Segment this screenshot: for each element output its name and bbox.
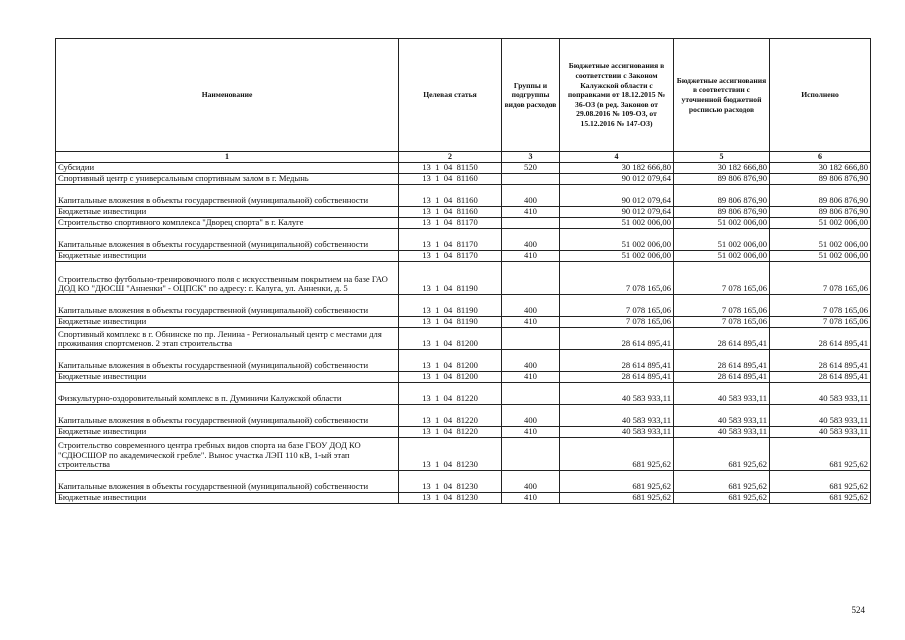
row-law-amount: 90 012 079,64 <box>560 207 674 218</box>
row-adjusted-amount: 681 925,62 <box>674 438 770 471</box>
row-target-article: 13 1 04 81160 <box>399 207 502 218</box>
header-expense-groups: Группы и подгруппы видов расходов <box>502 39 560 152</box>
row-executed-amount: 7 078 165,06 <box>770 317 871 328</box>
row-expense-group <box>502 174 560 185</box>
row-expense-group <box>502 218 560 229</box>
row-executed-amount: 681 925,62 <box>770 471 871 493</box>
row-target-article: 13 1 04 81160 <box>399 174 502 185</box>
header-target-article: Целевая статья <box>399 39 502 152</box>
row-expense-group: 410 <box>502 207 560 218</box>
column-number: 2 <box>399 152 502 163</box>
table-row <box>56 207 871 218</box>
budget-table <box>55 38 871 504</box>
row-target-article: 13 1 04 81220 <box>399 427 502 438</box>
row-target-article: 13 1 04 81160 <box>399 185 502 207</box>
row-expense-group: 400 <box>502 185 560 207</box>
row-executed-amount: 89 806 876,90 <box>770 174 871 185</box>
row-name: Бюджетные инвестиции <box>56 372 399 383</box>
row-law-amount: 90 012 079,64 <box>560 174 674 185</box>
row-expense-group: 400 <box>502 405 560 427</box>
row-adjusted-amount: 51 002 006,00 <box>674 251 770 262</box>
row-name: Капитальные вложения в объекты государственной (муниципальной) собственности <box>56 295 399 317</box>
row-law-amount: 7 078 165,06 <box>560 262 674 295</box>
row-target-article: 13 1 04 81230 <box>399 471 502 493</box>
row-executed-amount: 51 002 006,00 <box>770 251 871 262</box>
row-name: Спортивный центр с универсальным спортивным залом в г. Медынь <box>56 174 399 185</box>
row-target-article: 13 1 04 81200 <box>399 328 502 350</box>
row-executed-amount: 89 806 876,90 <box>770 185 871 207</box>
header-executed: Исполнено <box>770 39 871 152</box>
table-row <box>56 427 871 438</box>
row-expense-group <box>502 328 560 350</box>
header-law-allocations: Бюджетные ассигнования в соответствии с Законом Калужской области с поправками от 18.12.2015 № 36-ОЗ (в ред. Законов от 29.08.2016 № 109-ОЗ, от 15.12.2016 № 147-ОЗ) <box>560 39 674 152</box>
row-target-article: 13 1 04 81170 <box>399 251 502 262</box>
row-executed-amount: 7 078 165,06 <box>770 295 871 317</box>
row-adjusted-amount: 30 182 666,80 <box>674 163 770 174</box>
row-executed-amount: 51 002 006,00 <box>770 218 871 229</box>
table-row <box>56 218 871 229</box>
table-row <box>56 185 871 207</box>
row-adjusted-amount: 40 583 933,11 <box>674 383 770 405</box>
row-target-article: 13 1 04 81200 <box>399 350 502 372</box>
row-executed-amount: 40 583 933,11 <box>770 405 871 427</box>
row-law-amount: 28 614 895,41 <box>560 350 674 372</box>
table-row <box>56 383 871 405</box>
header-row <box>56 39 871 152</box>
row-target-article: 13 1 04 81220 <box>399 383 502 405</box>
row-adjusted-amount: 7 078 165,06 <box>674 317 770 328</box>
row-expense-group: 400 <box>502 295 560 317</box>
row-name: Бюджетные инвестиции <box>56 207 399 218</box>
row-name: Строительство спортивного комплекса "Дворец спорта" в г. Калуге <box>56 218 399 229</box>
header-adjusted-allocations: Бюджетные ассигнования в соответствии с уточненной бюджетной росписью расходов <box>674 39 770 152</box>
column-number: 6 <box>770 152 871 163</box>
row-target-article: 13 1 04 81190 <box>399 317 502 328</box>
row-name: Бюджетные инвестиции <box>56 317 399 328</box>
row-adjusted-amount: 89 806 876,90 <box>674 185 770 207</box>
row-adjusted-amount: 7 078 165,06 <box>674 262 770 295</box>
table-row <box>56 229 871 251</box>
column-number: 1 <box>56 152 399 163</box>
row-name: Строительство футбольно-тренировочного поля с искусственным покрытием на базе ГАО ДОД КО "ДЮСШ "Анненки" - ОЦПСК" по адресу: г. Калуга, ул. Анненки, д. 5 <box>56 262 399 295</box>
row-adjusted-amount: 7 078 165,06 <box>674 295 770 317</box>
row-law-amount: 7 078 165,06 <box>560 295 674 317</box>
row-law-amount: 681 925,62 <box>560 471 674 493</box>
row-law-amount: 51 002 006,00 <box>560 229 674 251</box>
table-row <box>56 493 871 504</box>
row-target-article: 13 1 04 81170 <box>399 218 502 229</box>
row-expense-group: 520 <box>502 163 560 174</box>
row-executed-amount: 28 614 895,41 <box>770 372 871 383</box>
table-row <box>56 317 871 328</box>
row-law-amount: 40 583 933,11 <box>560 405 674 427</box>
row-target-article: 13 1 04 81230 <box>399 438 502 471</box>
table-row <box>56 295 871 317</box>
row-expense-group: 410 <box>502 427 560 438</box>
row-name: Капитальные вложения в объекты государственной (муниципальной) собственности <box>56 185 399 207</box>
row-expense-group <box>502 438 560 471</box>
row-adjusted-amount: 681 925,62 <box>674 493 770 504</box>
row-law-amount: 40 583 933,11 <box>560 383 674 405</box>
row-law-amount: 30 182 666,80 <box>560 163 674 174</box>
row-executed-amount: 40 583 933,11 <box>770 427 871 438</box>
column-number: 4 <box>560 152 674 163</box>
row-law-amount: 28 614 895,41 <box>560 372 674 383</box>
row-law-amount: 28 614 895,41 <box>560 328 674 350</box>
row-target-article: 13 1 04 81230 <box>399 493 502 504</box>
row-law-amount: 40 583 933,11 <box>560 427 674 438</box>
header-name: Наименование <box>56 39 399 152</box>
row-adjusted-amount: 89 806 876,90 <box>674 207 770 218</box>
row-expense-group: 400 <box>502 350 560 372</box>
row-name: Капитальные вложения в объекты государственной (муниципальной) собственности <box>56 350 399 372</box>
row-target-article: 13 1 04 81190 <box>399 262 502 295</box>
table-body <box>56 163 871 504</box>
row-law-amount: 51 002 006,00 <box>560 251 674 262</box>
table-row <box>56 328 871 350</box>
row-adjusted-amount: 28 614 895,41 <box>674 372 770 383</box>
row-adjusted-amount: 28 614 895,41 <box>674 328 770 350</box>
column-number-row <box>56 152 871 163</box>
table-row <box>56 471 871 493</box>
table-row <box>56 372 871 383</box>
table-row <box>56 174 871 185</box>
row-adjusted-amount: 40 583 933,11 <box>674 427 770 438</box>
row-target-article: 13 1 04 81220 <box>399 405 502 427</box>
row-adjusted-amount: 89 806 876,90 <box>674 174 770 185</box>
row-adjusted-amount: 51 002 006,00 <box>674 218 770 229</box>
row-target-article: 13 1 04 81150 <box>399 163 502 174</box>
row-executed-amount: 28 614 895,41 <box>770 328 871 350</box>
table-row <box>56 163 871 174</box>
row-target-article: 13 1 04 81190 <box>399 295 502 317</box>
row-name: Физкультурно-оздоровительный комплекс в п. Думиничи Калужской области <box>56 383 399 405</box>
row-name: Строительство современного центра гребных видов спорта на базе ГБОУ ДОД КО "СДЮСШОР по академической гребле". Вынос участка ЛЭП 110 кВ, 1-ый этап строительства <box>56 438 399 471</box>
table-row <box>56 438 871 471</box>
table-row <box>56 350 871 372</box>
row-expense-group <box>502 383 560 405</box>
row-executed-amount: 40 583 933,11 <box>770 383 871 405</box>
row-executed-amount: 7 078 165,06 <box>770 262 871 295</box>
row-name: Бюджетные инвестиции <box>56 251 399 262</box>
row-name: Капитальные вложения в объекты государственной (муниципальной) собственности <box>56 405 399 427</box>
row-executed-amount: 681 925,62 <box>770 493 871 504</box>
row-law-amount: 7 078 165,06 <box>560 317 674 328</box>
row-adjusted-amount: 28 614 895,41 <box>674 350 770 372</box>
row-name: Капитальные вложения в объекты государственной (муниципальной) собственности <box>56 229 399 251</box>
row-target-article: 13 1 04 81200 <box>399 372 502 383</box>
row-name: Бюджетные инвестиции <box>56 493 399 504</box>
row-expense-group <box>502 262 560 295</box>
row-executed-amount: 30 182 666,80 <box>770 163 871 174</box>
row-law-amount: 681 925,62 <box>560 493 674 504</box>
row-expense-group: 410 <box>502 317 560 328</box>
column-number: 3 <box>502 152 560 163</box>
row-name: Капитальные вложения в объекты государственной (муниципальной) собственности <box>56 471 399 493</box>
row-target-article: 13 1 04 81170 <box>399 229 502 251</box>
row-executed-amount: 28 614 895,41 <box>770 350 871 372</box>
row-law-amount: 51 002 006,00 <box>560 218 674 229</box>
row-expense-group: 400 <box>502 229 560 251</box>
column-number: 5 <box>674 152 770 163</box>
row-expense-group: 410 <box>502 493 560 504</box>
row-law-amount: 90 012 079,64 <box>560 185 674 207</box>
row-name: Спортивный комплекс в г. Обнинске по пр. Ленина - Региональный центр с местами для проживания спортсменов. 2 этап строительства <box>56 328 399 350</box>
row-adjusted-amount: 51 002 006,00 <box>674 229 770 251</box>
row-adjusted-amount: 40 583 933,11 <box>674 405 770 427</box>
table-row <box>56 251 871 262</box>
row-adjusted-amount: 681 925,62 <box>674 471 770 493</box>
row-law-amount: 681 925,62 <box>560 438 674 471</box>
row-executed-amount: 51 002 006,00 <box>770 229 871 251</box>
row-name: Бюджетные инвестиции <box>56 427 399 438</box>
row-executed-amount: 681 925,62 <box>770 438 871 471</box>
row-executed-amount: 89 806 876,90 <box>770 207 871 218</box>
row-name: Субсидии <box>56 163 399 174</box>
row-expense-group: 410 <box>502 251 560 262</box>
table-row <box>56 405 871 427</box>
row-expense-group: 400 <box>502 471 560 493</box>
row-expense-group: 410 <box>502 372 560 383</box>
table-row <box>56 262 871 295</box>
page-number: 524 <box>851 605 865 615</box>
